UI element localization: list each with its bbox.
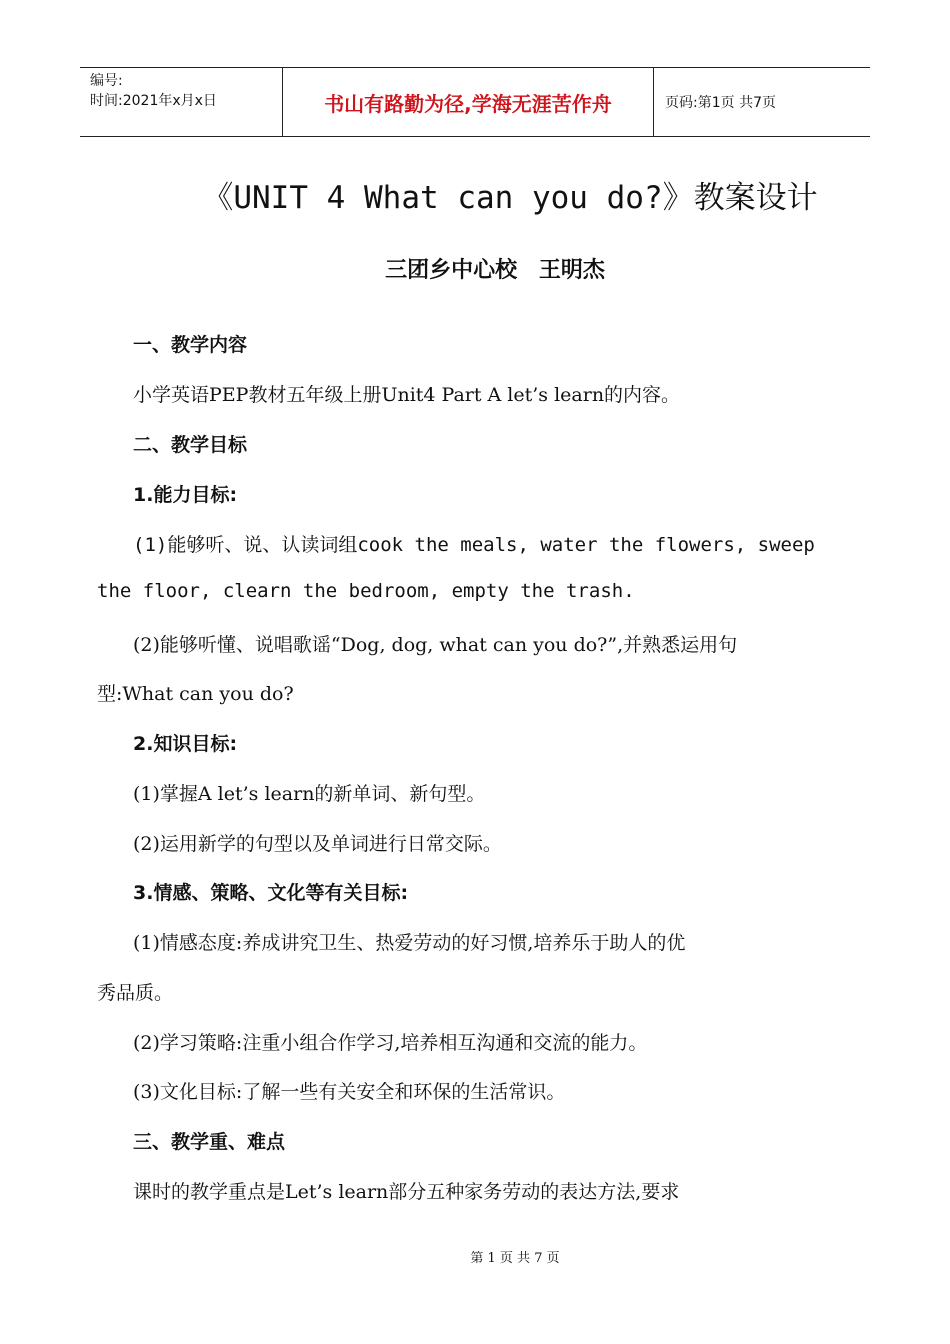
body-line: (1)掌握A let’s learn的新单词、新句型。	[133, 783, 486, 805]
body-line: (1)情感态度:养成讲究卫生、热爱劳动的好习惯,培养乐于助人的优	[133, 932, 686, 954]
body-line: the floor, clearn the bedroom, empty the trash.	[97, 580, 635, 602]
subheading-ability: 1.能力目标:	[133, 484, 238, 506]
document-header	[80, 67, 870, 137]
body-line: 型:What can you do?	[97, 683, 294, 705]
header-page-info: 页码:第1页 共7页	[665, 95, 776, 111]
time-label: 时间:2021年x月x日	[90, 93, 217, 109]
body-line: 秀品质。	[97, 982, 174, 1004]
body-line: 小学英语PEP教材五年级上册Unit4 Part A let’s learn的内容。	[133, 384, 681, 406]
subheading-affective: 3.情感、策略、文化等有关目标:	[133, 882, 409, 904]
section-heading-content: 一、教学内容	[133, 334, 248, 356]
body-line: (2)运用新学的句型以及单词进行日常交际。	[133, 833, 502, 855]
body-line: (1)能够听、说、认读词组cook the meals, water the flowers, sweep	[133, 534, 815, 556]
subheading-knowledge: 2.知识目标:	[133, 733, 238, 755]
header-meta	[80, 68, 282, 136]
body-line: (2)学习策略:注重小组合作学习,培养相互沟通和交流的能力。	[133, 1032, 648, 1054]
body-line: (2)能够听懂、说唱歌谣“Dog, dog, what can you do?”,并熟悉运用句	[133, 634, 738, 656]
section-heading-keypoints: 三、教学重、难点	[133, 1131, 286, 1153]
section-heading-goals: 二、教学目标	[133, 434, 248, 456]
document-subtitle: 三团乡中心校 王明杰	[385, 258, 605, 283]
document-title: 《UNIT 4 What can you do?》教案设计	[202, 180, 818, 216]
body-line: 课时的教学重点是Let’s learn部分五种家务劳动的表达方法,要求	[133, 1181, 680, 1203]
header-motto: 书山有路勤为径,学海无涯苦作舟	[282, 68, 654, 136]
body-line: (3)文化目标:了解一些有关安全和环保的生活常识。	[133, 1081, 566, 1103]
page-footer: 第 1 页 共 7 页	[470, 1251, 560, 1266]
serial-label: 编号:	[90, 73, 123, 89]
